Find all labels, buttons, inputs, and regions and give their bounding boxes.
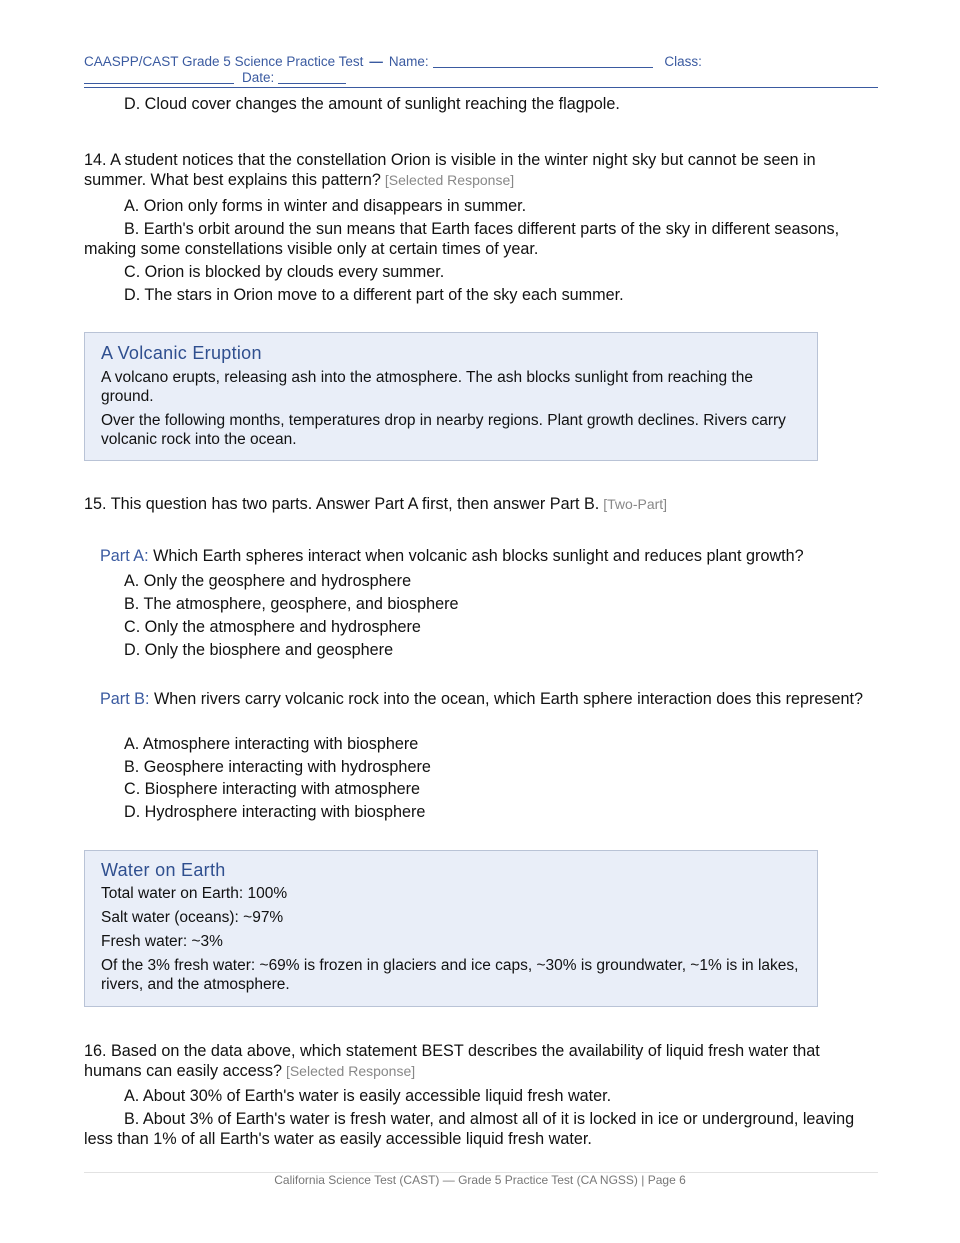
q15-tag: [Two-Part] xyxy=(603,496,668,512)
q13-option-d: D. Cloud cover changes the amount of sunlight reaching the flagpole. xyxy=(124,95,620,113)
test-title: CAASPP/CAST Grade 5 Science Practice Test xyxy=(84,54,364,69)
q15-part-b xyxy=(84,689,874,709)
q16-stem: 16. Based on the data above, which statement BEST describes the availability of liquid fresh water that humans can easily access? xyxy=(84,1042,820,1080)
class-field[interactable] xyxy=(84,71,234,84)
q15a-option-d: D. Only the biosphere and geosphere xyxy=(124,641,394,659)
q16-stem-block xyxy=(84,1041,874,1081)
q14-stem-block xyxy=(84,150,874,190)
passage-paragraph: A volcano erupts, releasing ash into the atmosphere. The ash blocks sunlight from reaching the ground. xyxy=(101,369,753,405)
passage-water-on-earth xyxy=(84,850,818,1007)
q16-option-a: A. About 30% of Earth's water is easily accessible liquid fresh water. xyxy=(124,1087,612,1105)
header-row-1 xyxy=(84,54,878,70)
q14-option-c: C. Orion is blocked by clouds every summer. xyxy=(124,263,445,281)
q15-stem: 15. This question has two parts. Answer Part A first, then answer Part B. xyxy=(84,495,600,513)
passage-line: Total water on Earth: 100% xyxy=(101,885,288,902)
part-a-text: Which Earth spheres interact when volcanic ash blocks sunlight and reduces plant growth? xyxy=(153,547,804,565)
name-label: Name: xyxy=(388,54,429,69)
page-header xyxy=(84,54,878,88)
q16-option-b: B. About 3% of Earth's water is fresh water, and almost all of it is locked in ice or underground, leaving less than 1% of all Earth's water as easily accessible liquid fresh water. xyxy=(84,1110,855,1148)
passage-paragraph: Over the following months, temperatures drop in nearby regions. Plant growth declines. Rivers carry volcanic rock into the ocean. xyxy=(101,412,786,448)
q15b-option-d: D. Hydrosphere interacting with biosphere xyxy=(124,803,426,821)
passage-volcanic-eruption xyxy=(84,332,818,461)
q15b-option-b: B. Geosphere interacting with hydrosphere xyxy=(124,758,431,776)
passage-title: Water on Earth xyxy=(101,860,226,880)
name-field[interactable] xyxy=(433,55,653,68)
q15-part-a xyxy=(84,546,874,566)
q15b-option-c: C. Biosphere interacting with atmosphere xyxy=(124,780,421,798)
q15-stem-block xyxy=(84,494,874,514)
q14-option-d: D. The stars in Orion move to a different part of the sky each summer. xyxy=(124,286,624,304)
q14-option-b: B. Earth's orbit around the sun means that Earth faces different parts of the sky in different seasons, making some constellations visible only at certain times of year. xyxy=(84,220,840,258)
q14-stem: 14. A student notices that the constellation Orion is visible in the winter night sky but cannot be seen in summer. What best explains this pattern? xyxy=(84,151,816,189)
header-dash: — xyxy=(369,54,383,69)
passage-line: Fresh water: ~3% xyxy=(101,933,223,950)
part-b-text: When rivers carry volcanic rock into the ocean, which Earth sphere interaction does this represent? xyxy=(153,690,863,708)
date-label: Date: xyxy=(242,70,275,85)
q16-tag: [Selected Response] xyxy=(285,1063,416,1079)
date-field[interactable] xyxy=(278,71,346,84)
q15a-option-a: A. Only the geosphere and hydrosphere xyxy=(124,572,412,590)
q15b-option-a: A. Atmosphere interacting with biosphere xyxy=(124,735,419,753)
passage-line: Salt water (oceans): ~97% xyxy=(101,909,284,926)
part-b-label: Part B: xyxy=(100,690,150,708)
q14-option-a: A. Orion only forms in winter and disappears in summer. xyxy=(124,197,527,215)
passage-line: Of the 3% fresh water: ~69% is frozen in glaciers and ice caps, ~30% is groundwater, ~1% is in lakes, rivers, and the atmosphere. xyxy=(101,957,799,993)
header-row-2 xyxy=(84,70,878,86)
passage-title: A Volcanic Eruption xyxy=(101,343,262,363)
part-a-label: Part A: xyxy=(100,547,149,565)
q14-tag: [Selected Response] xyxy=(384,172,515,188)
page-footer: California Science Test (CAST) — Grade 5 Practice Test (CA NGSS) | Page 6 xyxy=(274,1173,686,1187)
class-label: Class: xyxy=(664,54,702,69)
q15a-option-c: C. Only the atmosphere and hydrosphere xyxy=(124,618,421,636)
q15a-option-b: B. The atmosphere, geosphere, and biosphere xyxy=(124,595,459,613)
